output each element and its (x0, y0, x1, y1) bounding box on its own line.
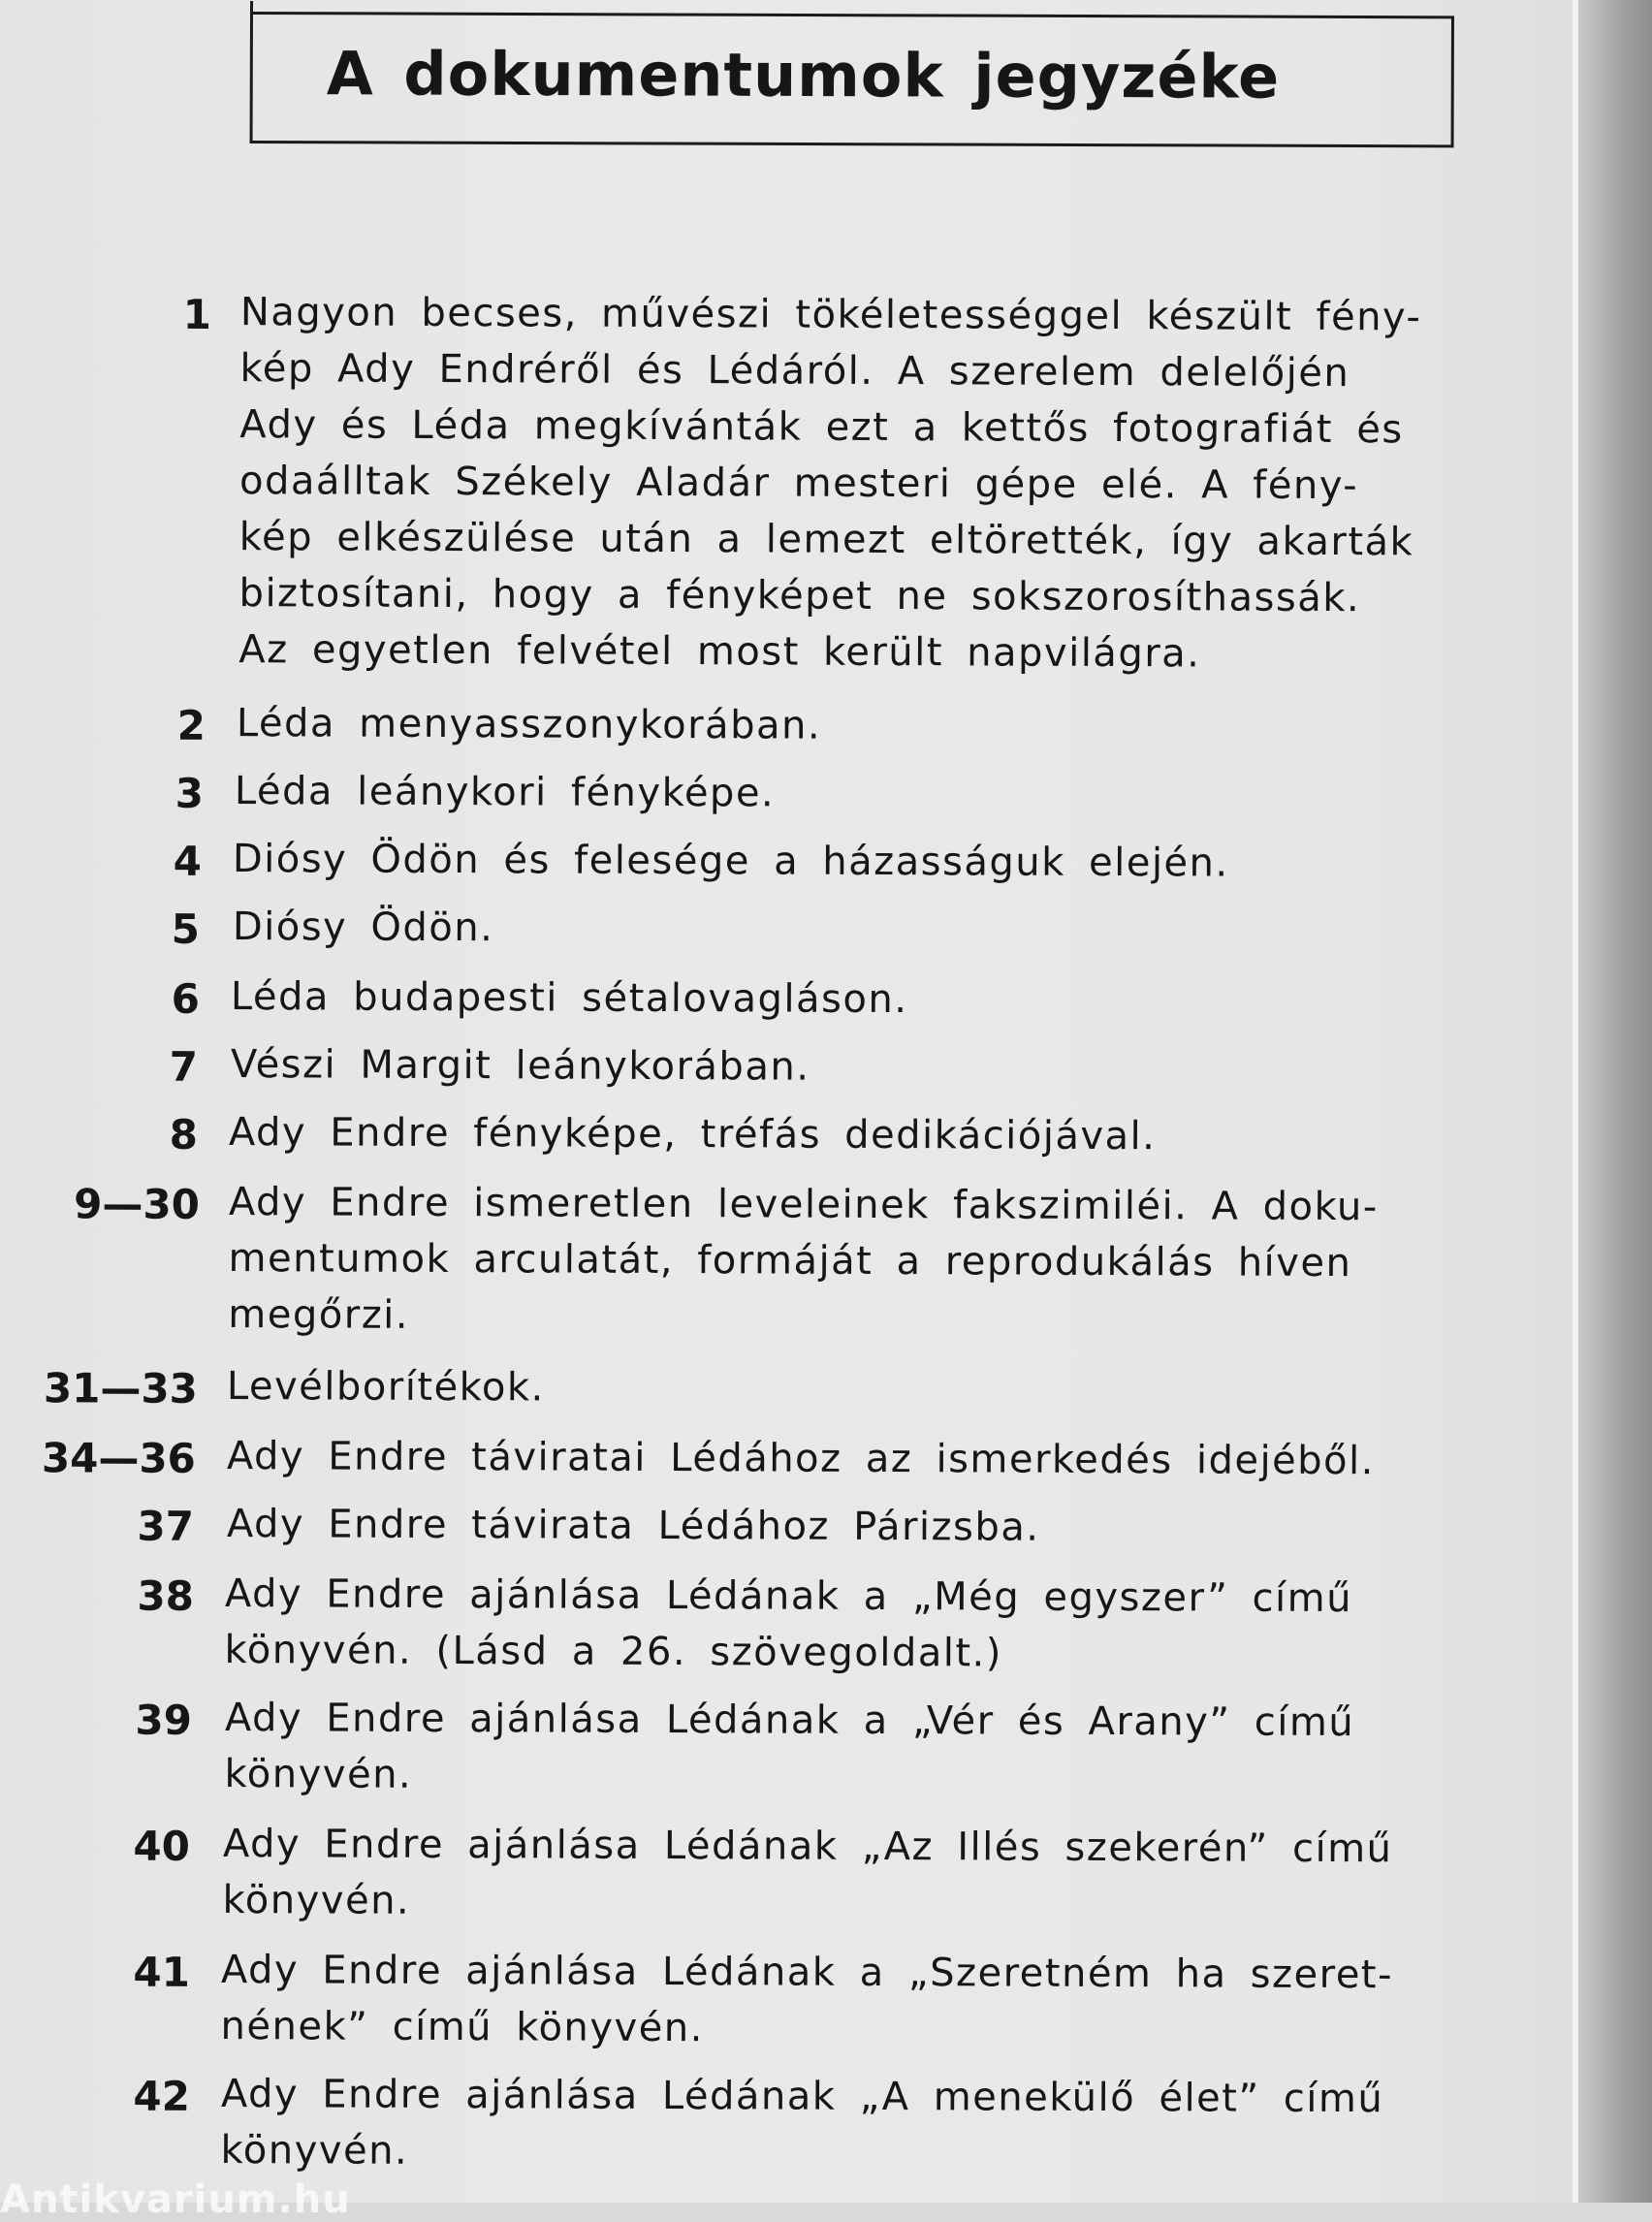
entry-line: Ady Endre ismeretlen leveleinek fakszimiléi. A doku- (228, 1180, 1379, 1230)
entry-line: könyvén. (220, 2127, 409, 2174)
entry-text (220, 2066, 1458, 2174)
entry-line: Ady Endre táviratai Lédához az ismerkedés idejéből. (226, 1434, 1376, 1484)
list-item (0, 1035, 1458, 1106)
entry-text (238, 284, 1458, 677)
entry-number: 1 (182, 290, 211, 338)
list-item (0, 1357, 1458, 1428)
book-spine (1573, 0, 1652, 2203)
entry-number: 6 (171, 974, 200, 1023)
list-item (0, 1495, 1458, 1566)
entry-line: Ady Endre ajánlása Lédának a „Vér és Arany” című (224, 1696, 1355, 1746)
entry-number: 7 (169, 1042, 198, 1091)
entry-text (232, 831, 1458, 886)
entry-number: 31—33 (43, 1364, 198, 1413)
list-item (0, 762, 1458, 833)
entry-line: Léda menyasszonykorában. (236, 701, 822, 748)
entry-text (224, 1566, 1458, 1676)
entry-text (230, 968, 1458, 1023)
entry-line: Diósy Ödön és felesége a házasságuk elején. (232, 837, 1229, 886)
entry-line: Léda leánykori fényképe. (234, 769, 776, 816)
entry-number: 38 (137, 1571, 194, 1620)
entry-line: Ady Endre ajánlása Lédának a „Szeretném ha szeret- (220, 1947, 1394, 1998)
entry-line: könyvén. (222, 1878, 411, 1923)
list-item (0, 1103, 1458, 1174)
entry-text (226, 1496, 1458, 1550)
list-item (0, 1689, 1458, 1816)
list-item (0, 694, 1458, 765)
entry-line: könyvén. (224, 1752, 413, 1797)
list-item (0, 968, 1458, 1038)
list-item (0, 1565, 1458, 1692)
entry-text (224, 1690, 1458, 1797)
entry-text (232, 899, 1458, 951)
list-item (0, 898, 1458, 968)
entry-number: 9—30 (74, 1180, 200, 1228)
entry-line: kép Ady Endréről és Lédáról. A szerelem delelőjén (239, 346, 1350, 397)
entry-text (230, 1036, 1458, 1090)
list-item (0, 1173, 1458, 1356)
entry-number: 41 (133, 1948, 190, 1996)
entry-text (234, 763, 1458, 816)
entry-line: Diósy Ödön. (232, 905, 494, 951)
entry-text (220, 1942, 1458, 2051)
entry-number: 40 (133, 1822, 190, 1870)
entry-line: nének” című könyvén. (220, 2003, 704, 2051)
entry-number: 42 (133, 2072, 190, 2120)
entry-line: biztosítani, hogy a fényképet ne sokszorosíthassák. (238, 571, 1361, 621)
entry-line: Az egyetlen felvétel most került napvilágra. (238, 627, 1201, 677)
entry-line: Léda budapesti sétalovagláson. (230, 974, 908, 1023)
entry-number: 34—36 (41, 1434, 196, 1482)
entry-line: Ady Endre ajánlása Lédának a „Még egyszer” című (224, 1571, 1353, 1622)
entry-text (226, 1428, 1458, 1484)
entry-text (222, 1816, 1458, 1923)
list-item (0, 830, 1458, 901)
entry-line: Ady Endre ajánlása Lédának „Az Illés szekerén” című (222, 1822, 1393, 1872)
entry-line: Ady és Léda megkívánták ezt a kettős fotografiát és (239, 402, 1404, 453)
watermark: Antikvarium.hu (0, 2177, 351, 2222)
entry-number: 4 (173, 837, 202, 885)
entry-text (236, 695, 1458, 748)
entry-text (228, 1104, 1458, 1159)
entry-line: megőrzi. (228, 1292, 410, 1338)
entry-number: 37 (137, 1502, 194, 1550)
entry-line: Ady Endre fényképe, tréfás dedikációjával. (228, 1110, 1157, 1159)
page-title: A dokumentumok jegyzéke (326, 38, 1281, 112)
entry-text (228, 1174, 1458, 1338)
list-item (0, 283, 1458, 691)
entry-number: 5 (171, 905, 200, 953)
entry-number: 3 (175, 769, 204, 817)
list-item (0, 1941, 1458, 2068)
entry-line: kép elkészülése után a lemezt eltörették, így akarták (238, 515, 1414, 565)
entry-line: Ady Endre távirata Lédához Párizsba. (226, 1502, 1040, 1550)
entry-line: mentumok arculatát, formáját a reprodukálás híven (228, 1236, 1352, 1286)
list-item (0, 1427, 1458, 1498)
entry-line: Nagyon becses, művészi tökéletességgel készült fény- (239, 290, 1422, 340)
entry-line: Vészi Margit leánykorában. (230, 1042, 810, 1090)
entry-line: odaálltak Székely Aladár mesteri gépe elé. A fény- (239, 459, 1359, 509)
entry-line: Levélborítékok. (226, 1364, 545, 1411)
entry-line: könyvén. (Lásd a 26. szövegoldalt.) (224, 1628, 1003, 1676)
entry-text (226, 1358, 1458, 1411)
entry-number: 2 (176, 701, 206, 749)
entry-line: Ady Endre ajánlása Lédának „A menekülő élet” című (220, 2071, 1384, 2122)
entry-number: 8 (169, 1110, 198, 1159)
entry-number: 39 (135, 1696, 192, 1744)
list-item (0, 2065, 1458, 2192)
list-item (0, 1815, 1458, 1942)
